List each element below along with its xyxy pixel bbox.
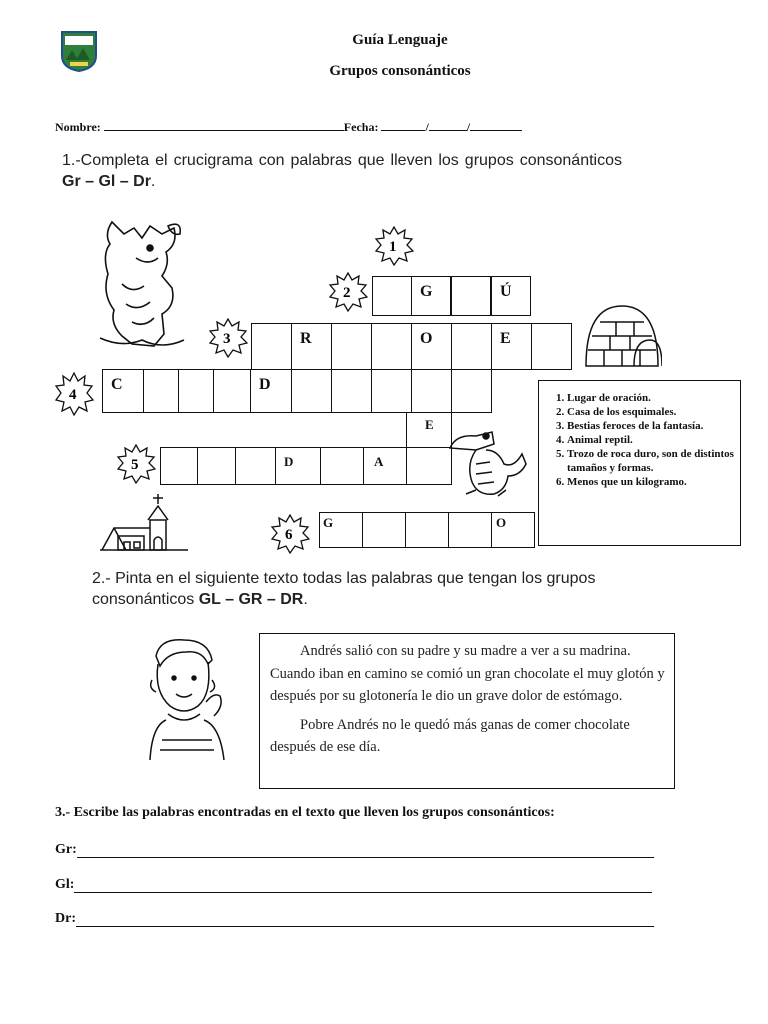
crossword-cell[interactable] — [451, 276, 491, 316]
clue-item: 2. Casa de los esquimales. — [567, 405, 736, 419]
question-1-groups: Gr – Gl – Dr — [62, 173, 151, 190]
question-2-text: 2.- Pinta en el siguiente texto todas las palabras que tengan los grupos consonánticos — [92, 570, 596, 608]
crossword-cell[interactable] — [531, 323, 572, 370]
crossword-cell[interactable] — [213, 369, 251, 413]
answer-row-dr — [55, 911, 654, 927]
date-field-day[interactable] — [381, 120, 425, 131]
answer-row-gl — [55, 877, 652, 893]
answer-line-dr[interactable] — [76, 912, 654, 927]
crossword-number-6-label: 6 — [285, 527, 293, 543]
crossword-cell[interactable] — [291, 323, 332, 370]
answer-label-gl: Gl: — [55, 877, 75, 892]
cell-letter: O — [496, 515, 507, 530]
crossword-cell[interactable] — [451, 369, 492, 413]
answer-line-gr[interactable] — [77, 843, 654, 858]
crossword-number-1-label: 1 — [389, 239, 397, 255]
crossword-cell[interactable] — [363, 447, 407, 485]
crossword-cell[interactable] — [319, 512, 363, 548]
cell-letter: O — [420, 330, 433, 347]
question-1-end: . — [150, 173, 156, 190]
question-2-groups: GL – GR – DR — [198, 591, 304, 608]
clues-box — [538, 380, 741, 546]
cell-letter: R — [300, 330, 312, 347]
answer-row-gr — [55, 842, 654, 858]
crossword-cell[interactable] — [448, 512, 492, 548]
name-label: Nombre: — [55, 120, 101, 134]
clue-item: 4. Animal reptil. — [567, 433, 736, 447]
crossword-number-2 — [328, 272, 368, 312]
crossword-cell[interactable] — [102, 369, 144, 413]
date-field-month[interactable] — [429, 120, 467, 131]
answer-label-dr: Dr: — [55, 911, 76, 926]
crossword-cell[interactable] — [405, 512, 449, 548]
crossword-cell[interactable] — [275, 447, 321, 485]
cell-letter: A — [374, 454, 384, 469]
crossword-cell[interactable] — [320, 447, 364, 485]
crossword-cell[interactable] — [491, 276, 531, 316]
dragon-illustration — [92, 214, 192, 356]
name-field[interactable] — [104, 120, 344, 131]
crossword-cell[interactable] — [371, 369, 412, 413]
page-subtitle: Grupos consonánticos — [329, 63, 471, 79]
crossword-number-1 — [374, 226, 414, 266]
clues-list — [545, 391, 736, 489]
crossword-number-2-label: 2 — [343, 285, 351, 301]
cell-letter: G — [420, 283, 433, 300]
crossword-cell[interactable] — [362, 512, 406, 548]
question-2 — [92, 568, 652, 610]
cell-letter: E — [500, 330, 511, 347]
question-3: 3.- Escribe las palabras encontradas en el texto que lleven los grupos consonánticos: — [55, 805, 555, 820]
cell-letter: D — [259, 376, 271, 393]
crossword-cell[interactable] — [251, 323, 292, 370]
date-label: Fecha: — [343, 120, 379, 134]
cell-letter: C — [111, 376, 123, 393]
crossword-cell[interactable] — [178, 369, 214, 413]
cell-letter: G — [323, 515, 334, 530]
crossword-cell[interactable] — [197, 447, 236, 485]
question-1 — [62, 150, 622, 192]
crossword-cell[interactable] — [331, 369, 372, 413]
crossword-cell[interactable] — [411, 276, 451, 316]
crossword-cell[interactable] — [235, 447, 276, 485]
crossword-number-3-label: 3 — [223, 331, 231, 347]
question-2-end: . — [303, 591, 308, 608]
answer-line-gl[interactable] — [74, 878, 652, 893]
crossword-cell[interactable] — [411, 323, 452, 370]
crossword-cell[interactable] — [143, 369, 179, 413]
crossword-cell[interactable] — [491, 512, 535, 548]
crossword-cell[interactable] — [411, 369, 452, 413]
date-field-year[interactable] — [470, 120, 522, 131]
story-paragraph-2: Pobre Andrés no le quedó más ganas de comer chocolate después de ese día. — [270, 716, 630, 755]
crossword-cell[interactable] — [451, 323, 492, 370]
crossword-cell[interactable] — [371, 323, 412, 370]
crossword-cell[interactable] — [331, 323, 372, 370]
church-illustration — [98, 492, 190, 554]
crossword-number-5-label: 5 — [131, 457, 139, 473]
crossword-cell[interactable] — [291, 369, 332, 413]
story-box — [259, 633, 675, 789]
crossword-number-6 — [270, 514, 310, 554]
page-title: Guía Lenguaje — [352, 32, 448, 48]
cell-letter: E — [425, 417, 434, 432]
crocodile-illustration — [446, 424, 530, 500]
question-1-text: 1.-Completa el crucigrama con palabras que lleven los grupos consonánticos — [62, 152, 622, 169]
crossword-cell[interactable] — [491, 323, 532, 370]
crossword-number-3 — [208, 318, 248, 358]
boy-illustration — [142, 636, 234, 762]
clue-item: 1. Lugar de oración. — [567, 391, 736, 405]
crossword-number-4-label: 4 — [69, 387, 77, 403]
cell-letter: D — [284, 454, 294, 469]
clue-item: 3. Bestias feroces de la fantasía. — [567, 419, 736, 433]
crossword-cell[interactable] — [372, 276, 412, 316]
crossword-number-4 — [54, 372, 94, 416]
crossword-cell[interactable] — [160, 447, 198, 485]
clue-item: 6. Menos que un kilogramo. — [567, 475, 736, 489]
story-paragraph-1: Andrés salió con su padre y su madre a ver a su madrina. Cuando iban en camino se comió un gran chocolate el muy glotón y después por su glotonería le dio un grave dolor de estómago. — [270, 643, 665, 704]
crossword-number-5 — [116, 444, 156, 484]
igloo-illustration — [582, 300, 662, 370]
clue-item: 5. Trozo de roca duro, son de distintos tamaños y formas. — [567, 447, 736, 475]
cell-letter: Ú — [500, 283, 512, 300]
answer-label-gr: Gr: — [55, 842, 77, 857]
name-date-row: Nombre: Fecha: / / — [55, 120, 522, 135]
crossword-cell[interactable] — [250, 369, 292, 413]
